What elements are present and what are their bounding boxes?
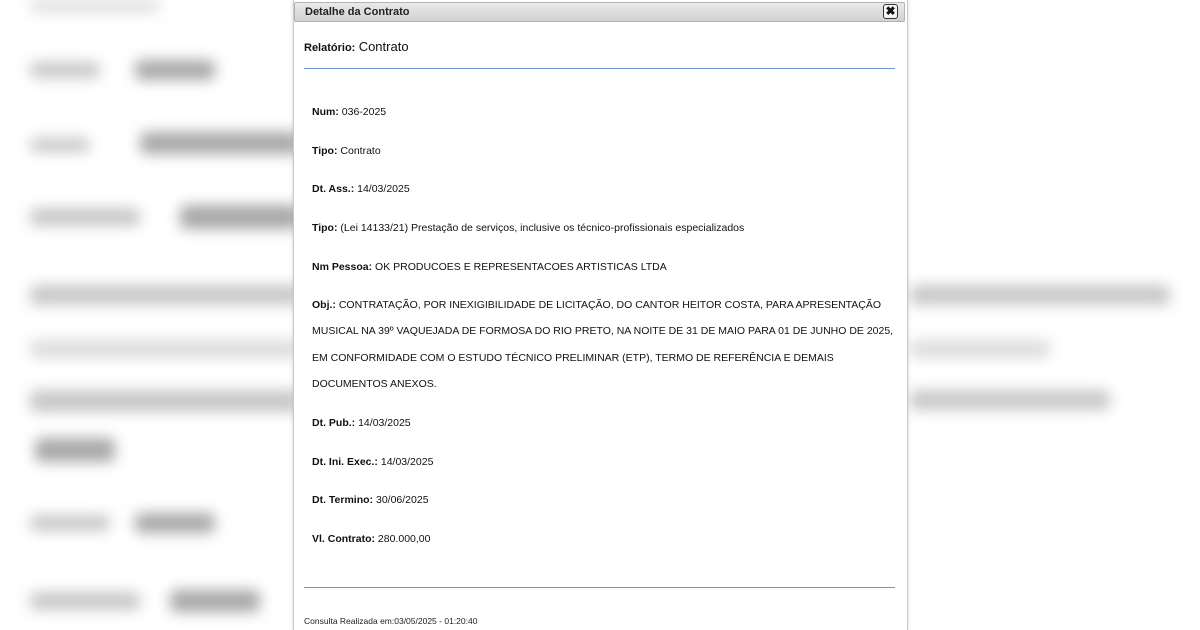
field-obj	[312, 292, 898, 397]
field-label: Dt. Termino:	[312, 494, 374, 506]
field-value: 14/03/2025	[358, 417, 411, 429]
close-button[interactable]	[883, 4, 898, 19]
field-value: Contrato	[340, 145, 381, 157]
field-value: 036-2025	[341, 106, 387, 118]
query-timestamp: Consulta Realizada em:03/05/2025 - 01:20:40	[304, 616, 478, 626]
field-tipo	[312, 145, 898, 157]
field-value: (Lei 14133/21) Prestação de serviços, inclusive os técnico-profissionais especializados	[340, 222, 745, 234]
field-vl-contrato	[312, 533, 898, 545]
field-label: Tipo:	[312, 222, 338, 234]
field-value: 280.000,00	[377, 533, 431, 545]
field-value: 14/03/2025	[357, 183, 410, 195]
report-line	[304, 39, 409, 54]
field-label: Vl. Contrato:	[312, 533, 375, 545]
field-label: Tipo:	[312, 145, 338, 157]
dialog-title: Detalhe da Contrato	[305, 6, 410, 18]
report-value: Contrato	[358, 39, 409, 54]
field-dt-pub	[312, 417, 898, 429]
divider-bottom	[304, 587, 895, 588]
field-label: Dt. Pub.:	[312, 417, 356, 429]
field-nm-pessoa	[312, 261, 898, 273]
field-label: Num:	[312, 106, 339, 118]
field-label: Dt. Ini. Exec.:	[312, 456, 378, 468]
field-label: Nm Pessoa:	[312, 261, 373, 273]
field-value: 14/03/2025	[380, 456, 434, 468]
close-icon: ✖	[885, 4, 896, 18]
contract-detail-dialog	[293, 0, 908, 630]
field-value: 30/06/2025	[375, 494, 429, 506]
report-label: Relatório:	[304, 42, 356, 54]
field-tipo-lei	[312, 222, 898, 234]
field-dt-termino	[312, 494, 898, 506]
field-value: CONTRATAÇÃO, POR INEXIGIBILIDADE DE LICITAÇÃO, DO CANTOR HEITOR COSTA, PARA APRESENTAÇÃO MUSICAL NA 39º VAQUEJADA DE FORMOSA DO RIO PRETO, NA NOITE DE 31 DE MAIO PARA 01 DE JUNHO DE 2025, EM CONFORMIDADE COM O ESTUDO TÉCNICO PRELIMINAR (ETP), TERMO DE REFERÊNCIA E DEMAIS DOCUMENTOS ANEXOS.	[312, 299, 894, 390]
field-dt-ini-exec	[312, 456, 898, 468]
field-value: OK PRODUCOES E REPRESENTACOES ARTISTICAS LTDA	[375, 261, 667, 273]
field-dt-ass	[312, 183, 898, 195]
field-num	[312, 106, 898, 118]
dialog-titlebar[interactable]	[294, 2, 905, 22]
field-label: Obj.:	[312, 299, 336, 311]
divider-top	[304, 68, 895, 69]
field-label: Dt. Ass.:	[312, 183, 355, 195]
